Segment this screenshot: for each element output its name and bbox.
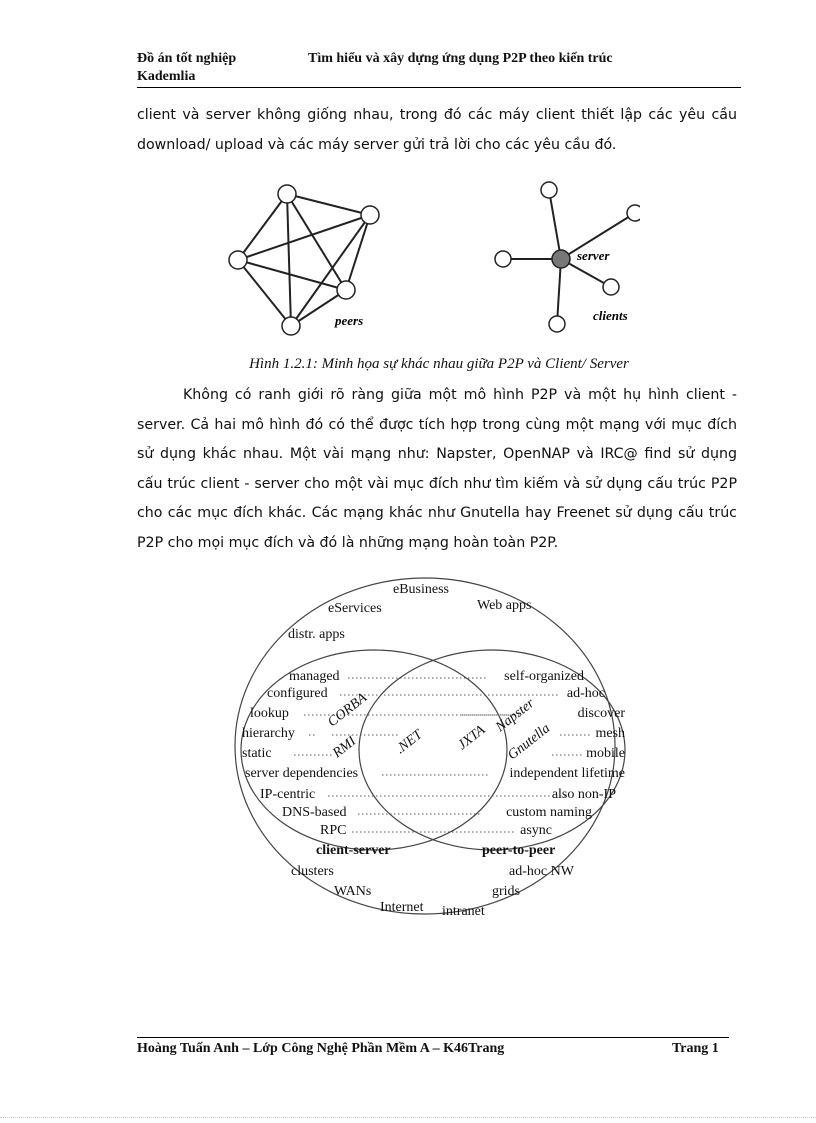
server-node xyxy=(552,250,570,268)
row-left: RPC xyxy=(320,823,347,838)
label-grids: grids xyxy=(492,884,520,899)
row-left: DNS-based xyxy=(282,805,347,820)
client-node xyxy=(627,205,640,221)
peer-node xyxy=(278,185,296,203)
peer-node xyxy=(229,251,247,269)
peer-node xyxy=(282,317,300,335)
figure-p2p-vs-client-server xyxy=(220,176,640,341)
client-node xyxy=(549,316,565,332)
row-right: independent lifetime xyxy=(509,766,625,781)
peers-label: peers xyxy=(335,313,364,328)
row-left: hierarchy xyxy=(242,726,295,741)
row-left: lookup xyxy=(250,706,289,721)
label-gnutella: Gnutella xyxy=(505,721,554,764)
header-title: Tìm hiểu và xây dựng ứng dụng P2P theo kiến trúc xyxy=(308,51,613,66)
row-left: configured xyxy=(267,686,328,701)
row-left: IP-centric xyxy=(260,787,316,802)
row-right: ad-hoc xyxy=(566,686,605,701)
label-napster: Napster xyxy=(493,696,538,736)
paragraph-2: Không có ranh giới rõ ràng giữa một mô hình P2P và một hụ hình client - server. Cả hai mô hình đó có thể được tích hợp trong cùng một mạng với mục đích sử dụng khác nhau. Một vài mạng như: Napster, OpenNAP và IRC@ find sử dụng cấu trúc client - server cho một vài mục đích như tìm kiếm và sử dụng cấu trúc P2P cho các mục đích khác. Các mạng khác như Gnutella hay Freenet sử dụng cấu trúc P2P cho mọi mục đích và đó là những mạng hoàn toàn P2P. xyxy=(137,387,737,551)
page-bottom-border xyxy=(0,1117,816,1118)
paragraph-1: client và server không giống nhau, trong đó các máy client thiết lập các yêu cầu download/ upload và các máy server gửi trả lời cho các yêu cầu đó. xyxy=(137,107,737,153)
row-right: custom naming xyxy=(506,805,592,820)
label-ebusiness: eBusiness xyxy=(393,582,449,597)
row-left: static xyxy=(242,746,272,761)
label-jxta: JXTA xyxy=(455,722,489,754)
label-webapps: Web apps xyxy=(477,598,532,613)
row-right: async xyxy=(520,823,552,838)
label-clusters: clusters xyxy=(291,864,334,879)
footer-rule xyxy=(137,1037,729,1038)
header-project-label: Đồ án tốt nghiệp xyxy=(137,51,237,66)
label-rmi: RMI xyxy=(330,734,360,762)
label-internet: Internet xyxy=(380,900,424,915)
clients-label: clients xyxy=(593,308,628,323)
client-node xyxy=(603,279,619,295)
figure-caption: Hình 1.2.1: Minh họa sự khác nhau giữa P2P và Client/ Server xyxy=(249,356,629,372)
label-eservices: eServices xyxy=(328,601,382,616)
footer-author: Hoàng Tuấn Anh – Lớp Công Nghệ Phần Mềm A – K46Trang xyxy=(137,1041,505,1056)
client-node xyxy=(495,251,511,267)
label-corba: CORBA xyxy=(325,690,371,731)
label-wans: WANs xyxy=(334,884,372,899)
header-rule xyxy=(137,87,741,88)
row-right: mobile xyxy=(586,746,625,761)
label-client-server: client-server xyxy=(316,843,391,858)
row-left: server dependencies xyxy=(245,766,359,781)
peer-node xyxy=(337,281,355,299)
label-peer-to-peer: peer-to-peer xyxy=(482,843,556,858)
row-right: mesh xyxy=(595,726,625,741)
footer-page-number: Trang 1 xyxy=(672,1041,719,1056)
venn-diagram xyxy=(230,572,630,922)
row-right: discover xyxy=(577,706,625,721)
label-net: .NET xyxy=(393,727,426,758)
row-left: managed xyxy=(289,669,340,684)
server-label: server xyxy=(577,248,610,263)
label-adhoc-nw: ad-hoc NW xyxy=(509,864,574,879)
peer-mesh xyxy=(238,194,370,326)
peer-node xyxy=(361,206,379,224)
row-right: also non-IP xyxy=(551,787,616,802)
header-project-label-2: Kademlia xyxy=(137,69,196,84)
row-right: self-organized xyxy=(504,669,584,684)
client-node xyxy=(541,182,557,198)
label-distr-apps: distr. apps xyxy=(288,627,345,642)
label-intranet: intranet xyxy=(442,904,485,919)
